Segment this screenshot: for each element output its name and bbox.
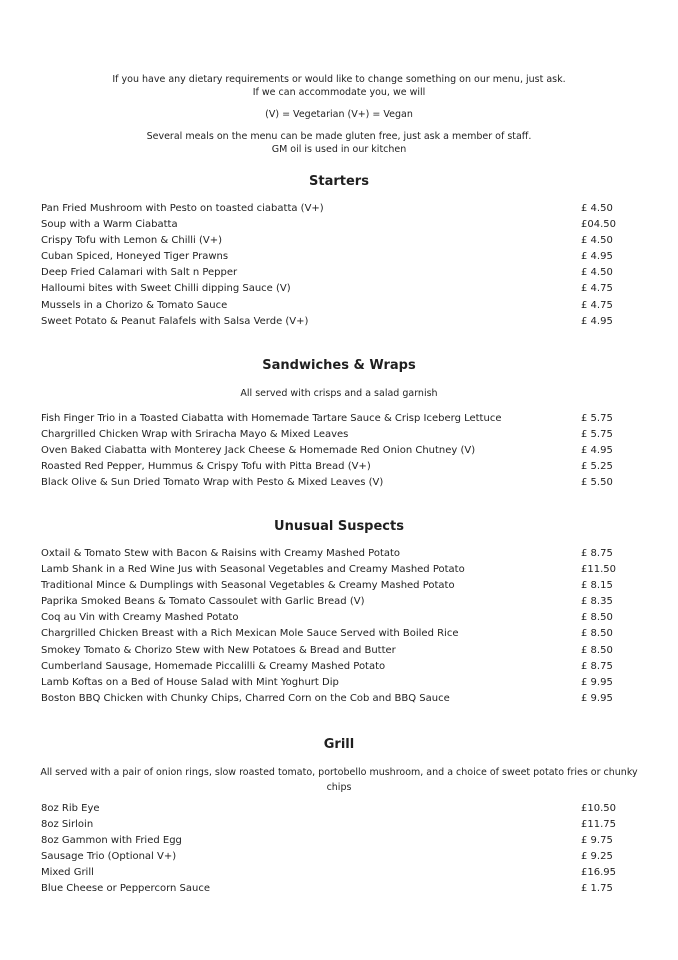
item-name: Crispy Tofu with Lemon & Chilli (V+): [41, 235, 223, 247]
menu-item: [41, 459, 619, 475]
section-subtitle-sandwiches: All served with crisps and a salad garnish: [240, 388, 438, 399]
menu-item: [41, 427, 619, 443]
item-price: £ 4.50: [581, 203, 613, 214]
item-price: £ 4.75: [581, 299, 613, 311]
item-price: £04.50: [581, 219, 616, 231]
item-name: Smokey Tomato & Chorizo Stew with New Potatoes & Bread and Butter: [41, 644, 396, 656]
item-price: £ 4.95: [581, 315, 613, 327]
item-name: Halloumi bites with Sweet Chilli dipping Sauce (V): [41, 283, 291, 295]
menu-item: [41, 817, 619, 833]
item-price: £ 9.95: [581, 676, 613, 688]
item-price: £ 5.50: [581, 477, 613, 489]
item-price: £11.75: [581, 819, 616, 831]
menu-item: [41, 546, 619, 562]
menu-item: [41, 562, 619, 578]
item-price: £16.95: [581, 867, 616, 879]
menu-item: [41, 281, 619, 297]
item-name: Blue Cheese or Peppercorn Sauce: [41, 883, 210, 895]
menu-item: [41, 217, 619, 233]
item-name: Sweet Potato & Peanut Falafels with Salsa Verde (V+): [41, 315, 309, 327]
grill-list: [41, 801, 619, 898]
item-name: Boston BBQ Chicken with Chunky Chips, Charred Corn on the Cob and BBQ Sauce: [41, 692, 450, 704]
item-name: Sausage Trio (Optional V+): [41, 851, 177, 863]
dietary-note: If you have any dietary requirements or would like to change something on our menu, just ask.: [112, 74, 566, 85]
item-price: £ 4.95: [581, 445, 613, 457]
unusual-suspects-list: [41, 546, 619, 707]
menu-item: [41, 691, 619, 707]
menu-item: [41, 578, 619, 594]
dietary-notes: [40, 73, 638, 156]
menu-item: [41, 643, 619, 659]
section-title-unusual-suspects: Unusual Suspects: [274, 519, 404, 534]
item-name: Mussels in a Chorizo & Tomato Sauce: [41, 299, 228, 311]
sandwiches-list: [41, 411, 619, 491]
item-name: Lamb Shank in a Red Wine Jus with Seasonal Vegetables and Creamy Mashed Potato: [41, 564, 465, 576]
gluten-note: Several meals on the menu can be made gluten free, just ask a member of staff.: [146, 131, 532, 142]
item-price: £ 4.50: [581, 235, 613, 247]
menu-item: [41, 849, 619, 865]
menu-item: [41, 201, 619, 217]
menu-item: [41, 675, 619, 691]
item-price: £ 9.95: [581, 692, 613, 704]
starters-list: [41, 201, 619, 330]
item-price: £ 5.75: [581, 429, 613, 441]
item-name: 8oz Sirloin: [41, 819, 94, 831]
menu-item: [41, 881, 619, 897]
menu-item: [41, 314, 619, 330]
item-name: Oven Baked Ciabatta with Monterey Jack Cheese & Homemade Red Onion Chutney (V): [41, 445, 476, 457]
menu-item: [41, 443, 619, 459]
gm-oil-note: GM oil is used in our kitchen: [271, 144, 407, 155]
item-name: Roasted Red Pepper, Hummus & Crispy Tofu with Pitta Bread (V+): [41, 461, 371, 473]
item-name: Mixed Grill: [41, 867, 94, 879]
menu-item: [41, 801, 619, 817]
item-name: Chargrilled Chicken Breast with a Rich Mexican Mole Sauce Served with Boiled Rice: [41, 628, 459, 640]
menu-item: [41, 475, 619, 491]
item-price: £ 4.95: [581, 251, 613, 263]
dietary-note: If we can accommodate you, we will: [252, 87, 426, 98]
item-price: £ 8.50: [581, 644, 613, 656]
item-name: Deep Fried Calamari with Salt n Pepper: [41, 267, 238, 279]
item-name: Coq au Vin with Creamy Mashed Potato: [41, 612, 239, 624]
item-price: £ 1.75: [581, 883, 613, 895]
item-price: £ 8.75: [581, 548, 613, 559]
menu-item: [41, 411, 619, 427]
item-name: Fish Finger Trio in a Toasted Ciabatta with Homemade Tartare Sauce & Crisp Iceberg Lettuce: [41, 413, 502, 424]
item-name: Oxtail & Tomato Stew with Bacon & Raisins with Creamy Mashed Potato: [41, 548, 401, 559]
item-price: £ 4.75: [581, 283, 613, 295]
item-price: £ 8.50: [581, 612, 613, 624]
menu-item: [41, 233, 619, 249]
item-price: £ 8.15: [581, 580, 613, 592]
item-name: Traditional Mince & Dumplings with Seasonal Vegetables & Creamy Mashed Potato: [41, 580, 455, 592]
item-name: Pan Fried Mushroom with Pesto on toasted ciabatta (V+): [41, 203, 324, 214]
item-name: Paprika Smoked Beans & Tomato Cassoulet with Garlic Bread (V): [41, 596, 365, 608]
item-price: £ 4.50: [581, 267, 613, 279]
menu-item: [41, 865, 619, 881]
menu-item: [41, 659, 619, 675]
item-price: £ 8.75: [581, 660, 613, 672]
menu-item: [41, 833, 619, 849]
item-price: £10.50: [581, 803, 616, 814]
menu-item: [41, 594, 619, 610]
menu-item: [41, 265, 619, 281]
menu-item: [41, 610, 619, 626]
item-price: £ 9.75: [581, 835, 613, 847]
item-price: £ 5.75: [581, 413, 613, 424]
item-name: Cuban Spiced, Honeyed Tiger Prawns: [41, 251, 229, 263]
item-name: Lamb Koftas on a Bed of House Salad with Mint Yoghurt Dip: [41, 676, 339, 688]
item-name: Soup with a Warm Ciabatta: [41, 219, 178, 231]
item-name: Chargrilled Chicken Wrap with Sriracha Mayo & Mixed Leaves: [41, 429, 349, 441]
item-price: £ 8.35: [581, 596, 613, 608]
section-title-starters: Starters: [309, 174, 369, 189]
menu-item: [41, 249, 619, 265]
item-price: £ 5.25: [581, 461, 613, 473]
item-name: Cumberland Sausage, Homemade Piccalilli & Creamy Mashed Potato: [41, 660, 386, 672]
menu-item: [41, 298, 619, 314]
item-price: £ 9.25: [581, 851, 613, 863]
section-title-sandwiches: Sandwiches & Wraps: [262, 358, 416, 373]
item-name: Black Olive & Sun Dried Tomato Wrap with Pesto & Mixed Leaves (V): [41, 477, 384, 489]
item-name: 8oz Gammon with Fried Egg: [41, 835, 182, 847]
item-price: £11.50: [581, 564, 616, 576]
item-price: £ 8.50: [581, 628, 613, 640]
item-name: 8oz Rib Eye: [41, 803, 100, 814]
menu-item: [41, 626, 619, 642]
section-title-grill: Grill: [323, 737, 355, 752]
section-subtitle-grill: All served with a pair of onion rings, slow roasted tomato, portobello mushroom, and a choice of sweet potato fries or chunky chips: [40, 767, 638, 793]
dietary-legend: (V) = Vegetarian (V+) = Vegan: [265, 109, 413, 120]
